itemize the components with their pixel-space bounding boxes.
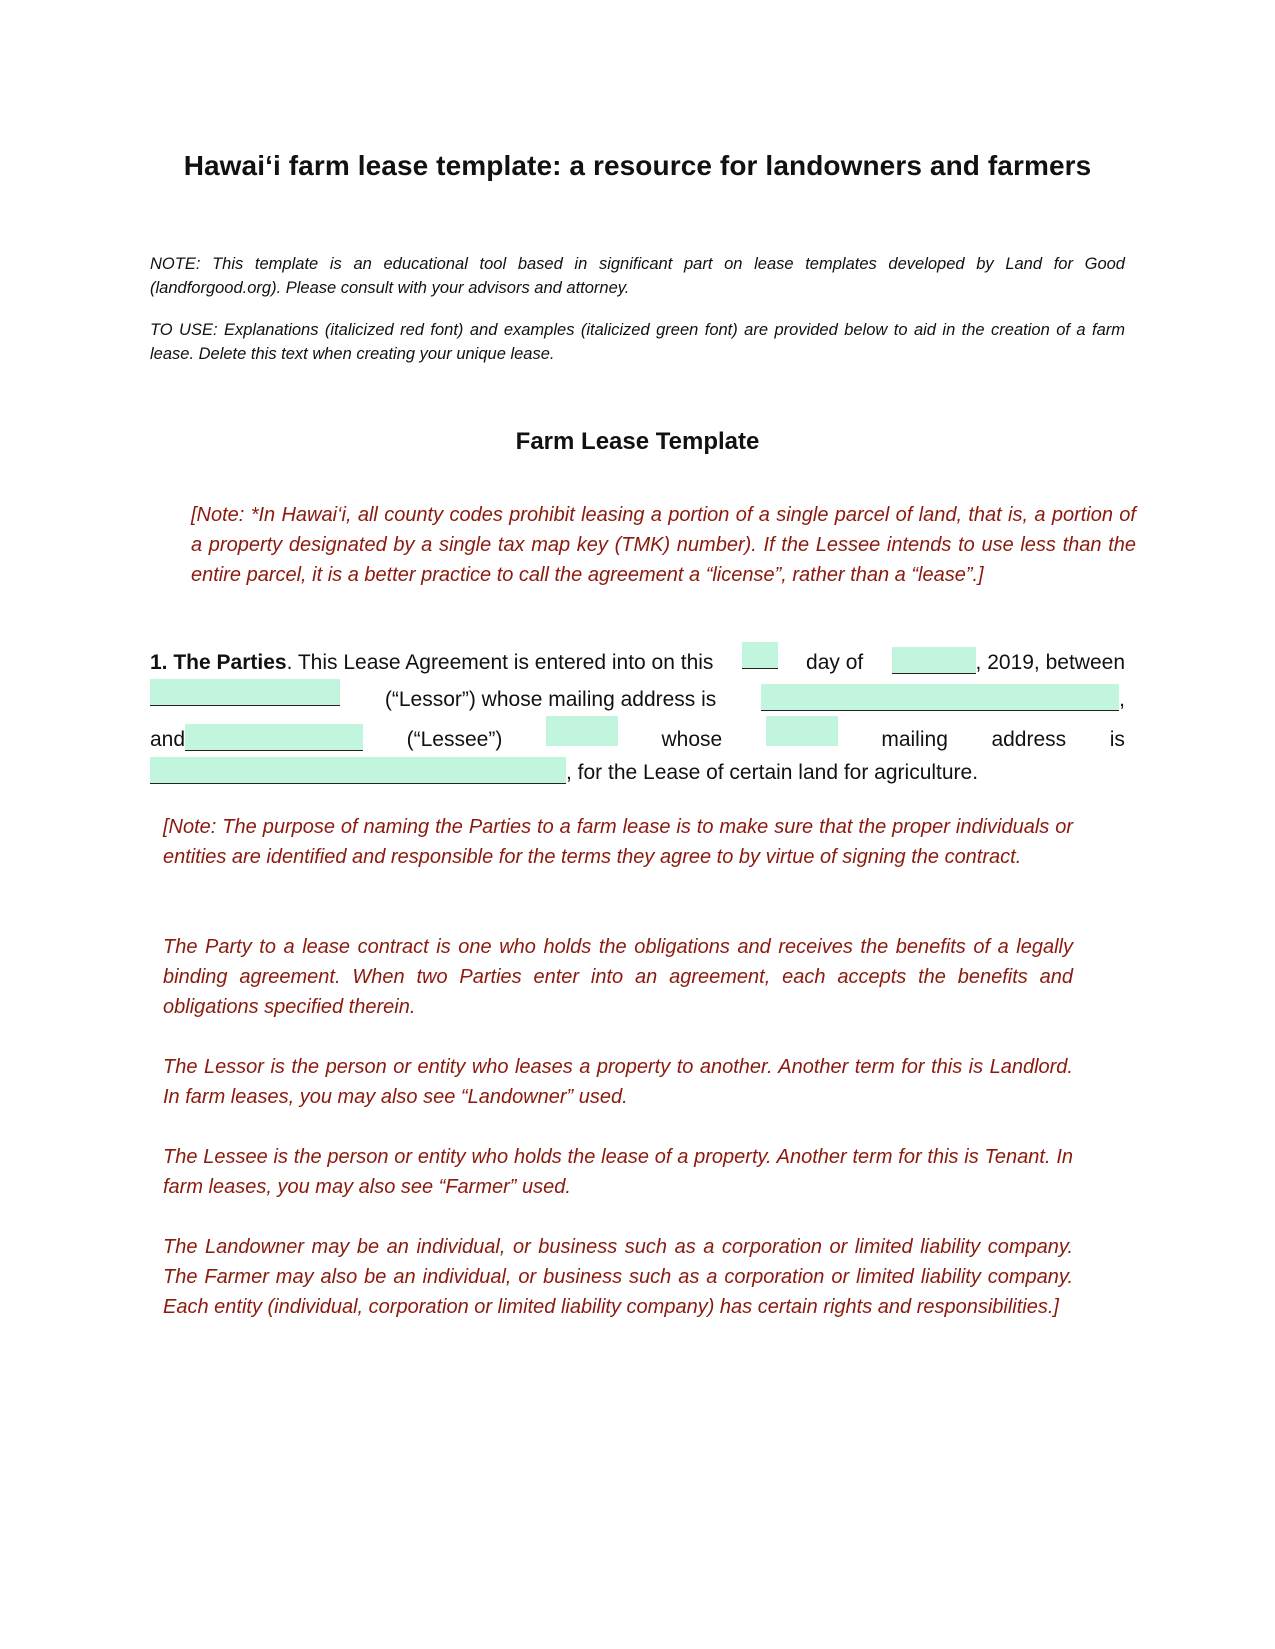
lessee-text: (“Lessee”) xyxy=(406,728,503,751)
parties-intro: . This Lease Agreement is entered into on this xyxy=(286,651,714,674)
section-title: Farm Lease Template xyxy=(515,428,760,455)
explanation-paragraph: The Lessor is the person or entity who leases a property to another. Another term for this is Landlord. In farm leases, you may also see “Landowner” used. xyxy=(163,1056,1073,1108)
closing-text: , for the Lease of certain land for agriculture. xyxy=(566,761,979,784)
lessee-address-blank[interactable] xyxy=(150,757,566,784)
educational-note: NOTE: This template is an educational tool based in significant part on lease templates developed by Land for Good (landforgood.org). Please consult with your advisors and attorney. xyxy=(150,255,1125,297)
parties-line-2 xyxy=(150,679,1125,716)
year-between-text: , 2019, between xyxy=(975,651,1125,674)
parties-line-4 xyxy=(150,756,1125,789)
month-blank[interactable] xyxy=(892,647,976,674)
parties-line-1 xyxy=(150,642,1125,679)
explanation-paragraph: The Party to a lease contract is one who holds the obligations and receives the benefits of a legally binding agreement. When two Parties enter into an agreement, each accepts the benefits and obligations specified therein. xyxy=(163,936,1073,1018)
parties-label: 1. The Parties xyxy=(150,651,287,674)
lessor-address-blank[interactable] xyxy=(761,684,1119,711)
address-text: address xyxy=(991,728,1067,751)
lessor-text: (“Lessor”) whose mailing address is xyxy=(384,688,717,711)
document-title: Hawai‘i farm lease template: a resource for landowners and farmers xyxy=(183,150,1092,181)
explanation-paragraph: [Note: The purpose of naming the Parties to a farm lease is to make sure that the proper individuals or entities are identified and responsible for the terms they agree to by virtue of signing the contract. xyxy=(163,816,1073,868)
and-text: and xyxy=(150,728,186,751)
highlight-gap-2 xyxy=(766,716,838,746)
explanation-paragraph: The Landowner may be an individual, or business such as a corporation or limited liability company. The Farmer may also be an individual, or business such as a corporation or limited liability company. Each entity (individual, corporation or limited liability company) has certain rights and responsibilities.] xyxy=(163,1236,1073,1318)
comma-text: , xyxy=(1119,688,1125,711)
day-blank[interactable] xyxy=(742,642,778,669)
usage-instructions: TO USE: Explanations (italicized red font) and examples (italicized green font) are provided below to aid in the creation of a farm lease. Delete this text when creating your unique lease. xyxy=(150,321,1125,363)
lessee-name-blank[interactable] xyxy=(185,724,363,751)
is-text: is xyxy=(1109,728,1125,751)
explanation-paragraph: The Lessee is the person or entity who holds the lease of a property. Another term for this is Tenant. In farm leases, you may also see “Farmer” used. xyxy=(163,1146,1073,1198)
mailing-text: mailing xyxy=(881,728,948,751)
whose-text: whose xyxy=(661,728,723,751)
day-of-text: day of xyxy=(806,651,864,674)
highlight-gap-1 xyxy=(546,716,618,746)
lessor-name-blank[interactable] xyxy=(150,679,340,706)
parties-clause xyxy=(150,642,1125,789)
parties-line-3 xyxy=(150,716,1125,756)
tmk-note: [Note: *In Hawai‘i, all county codes prohibit leasing a portion of a single parcel of land, that is, a portion of a property designated by a single tax map key (TMK) number). If the Lessee intends to use less than the entire parcel, it is a better practice to call the agreement a “license”, rather than a “lease”.] xyxy=(191,504,1136,586)
